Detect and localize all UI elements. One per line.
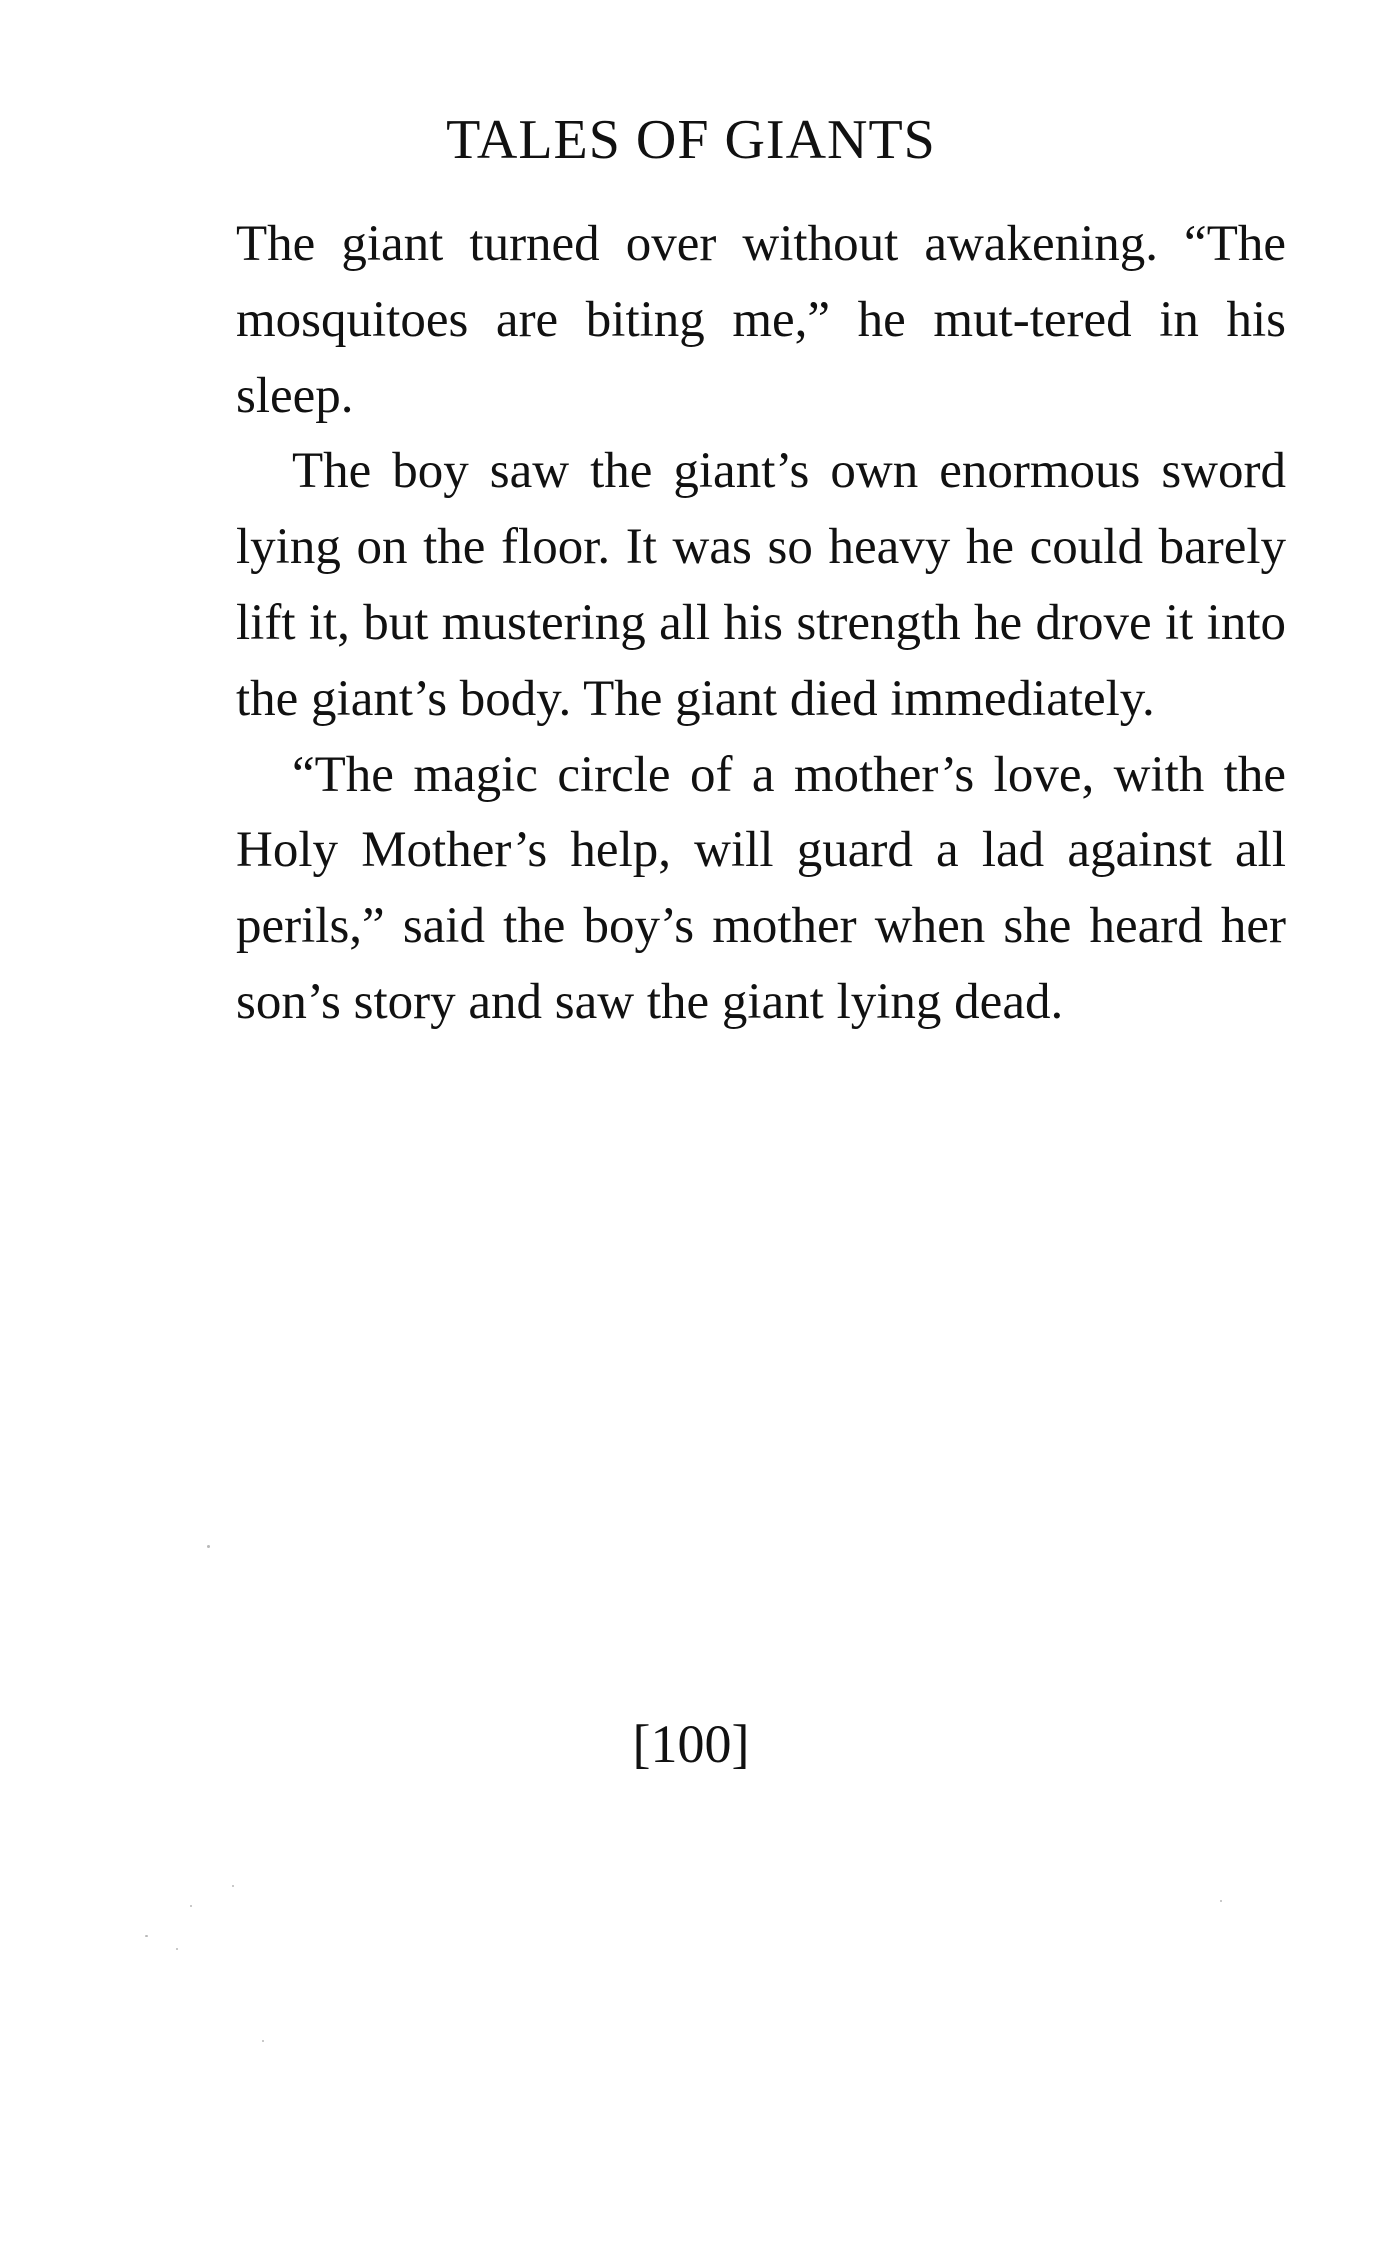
paragraph-3: “The magic circle of a mother’s love, with the Holy Mother’s help, will guard a lad against all perils,” said the boy’s mother when she heard her son’s story and saw the giant lying dead. bbox=[236, 746, 1286, 1030]
body-text bbox=[236, 207, 1286, 1041]
scan-speck bbox=[262, 2040, 264, 2042]
scan-speck bbox=[176, 1948, 178, 1950]
scan-speck bbox=[1220, 1900, 1222, 1902]
scan-speck bbox=[207, 1545, 210, 1548]
scan-speck bbox=[145, 1935, 148, 1937]
paragraph-1: The giant turned over without awakening. “The mosquitoes are biting me,” he mut-tered in his sleep. bbox=[236, 216, 1286, 424]
scan-speck bbox=[232, 1885, 234, 1887]
scan-speck bbox=[190, 1905, 192, 1907]
page-number: [100] bbox=[632, 1714, 750, 1774]
running-head: TALES OF GIANTS bbox=[446, 109, 936, 171]
paragraph-2: The boy saw the giant’s own enormous sword lying on the floor. It was so heavy he could barely lift it, but mustering all his strength he drove it into the giant’s body. The giant died immediately. bbox=[236, 443, 1286, 727]
